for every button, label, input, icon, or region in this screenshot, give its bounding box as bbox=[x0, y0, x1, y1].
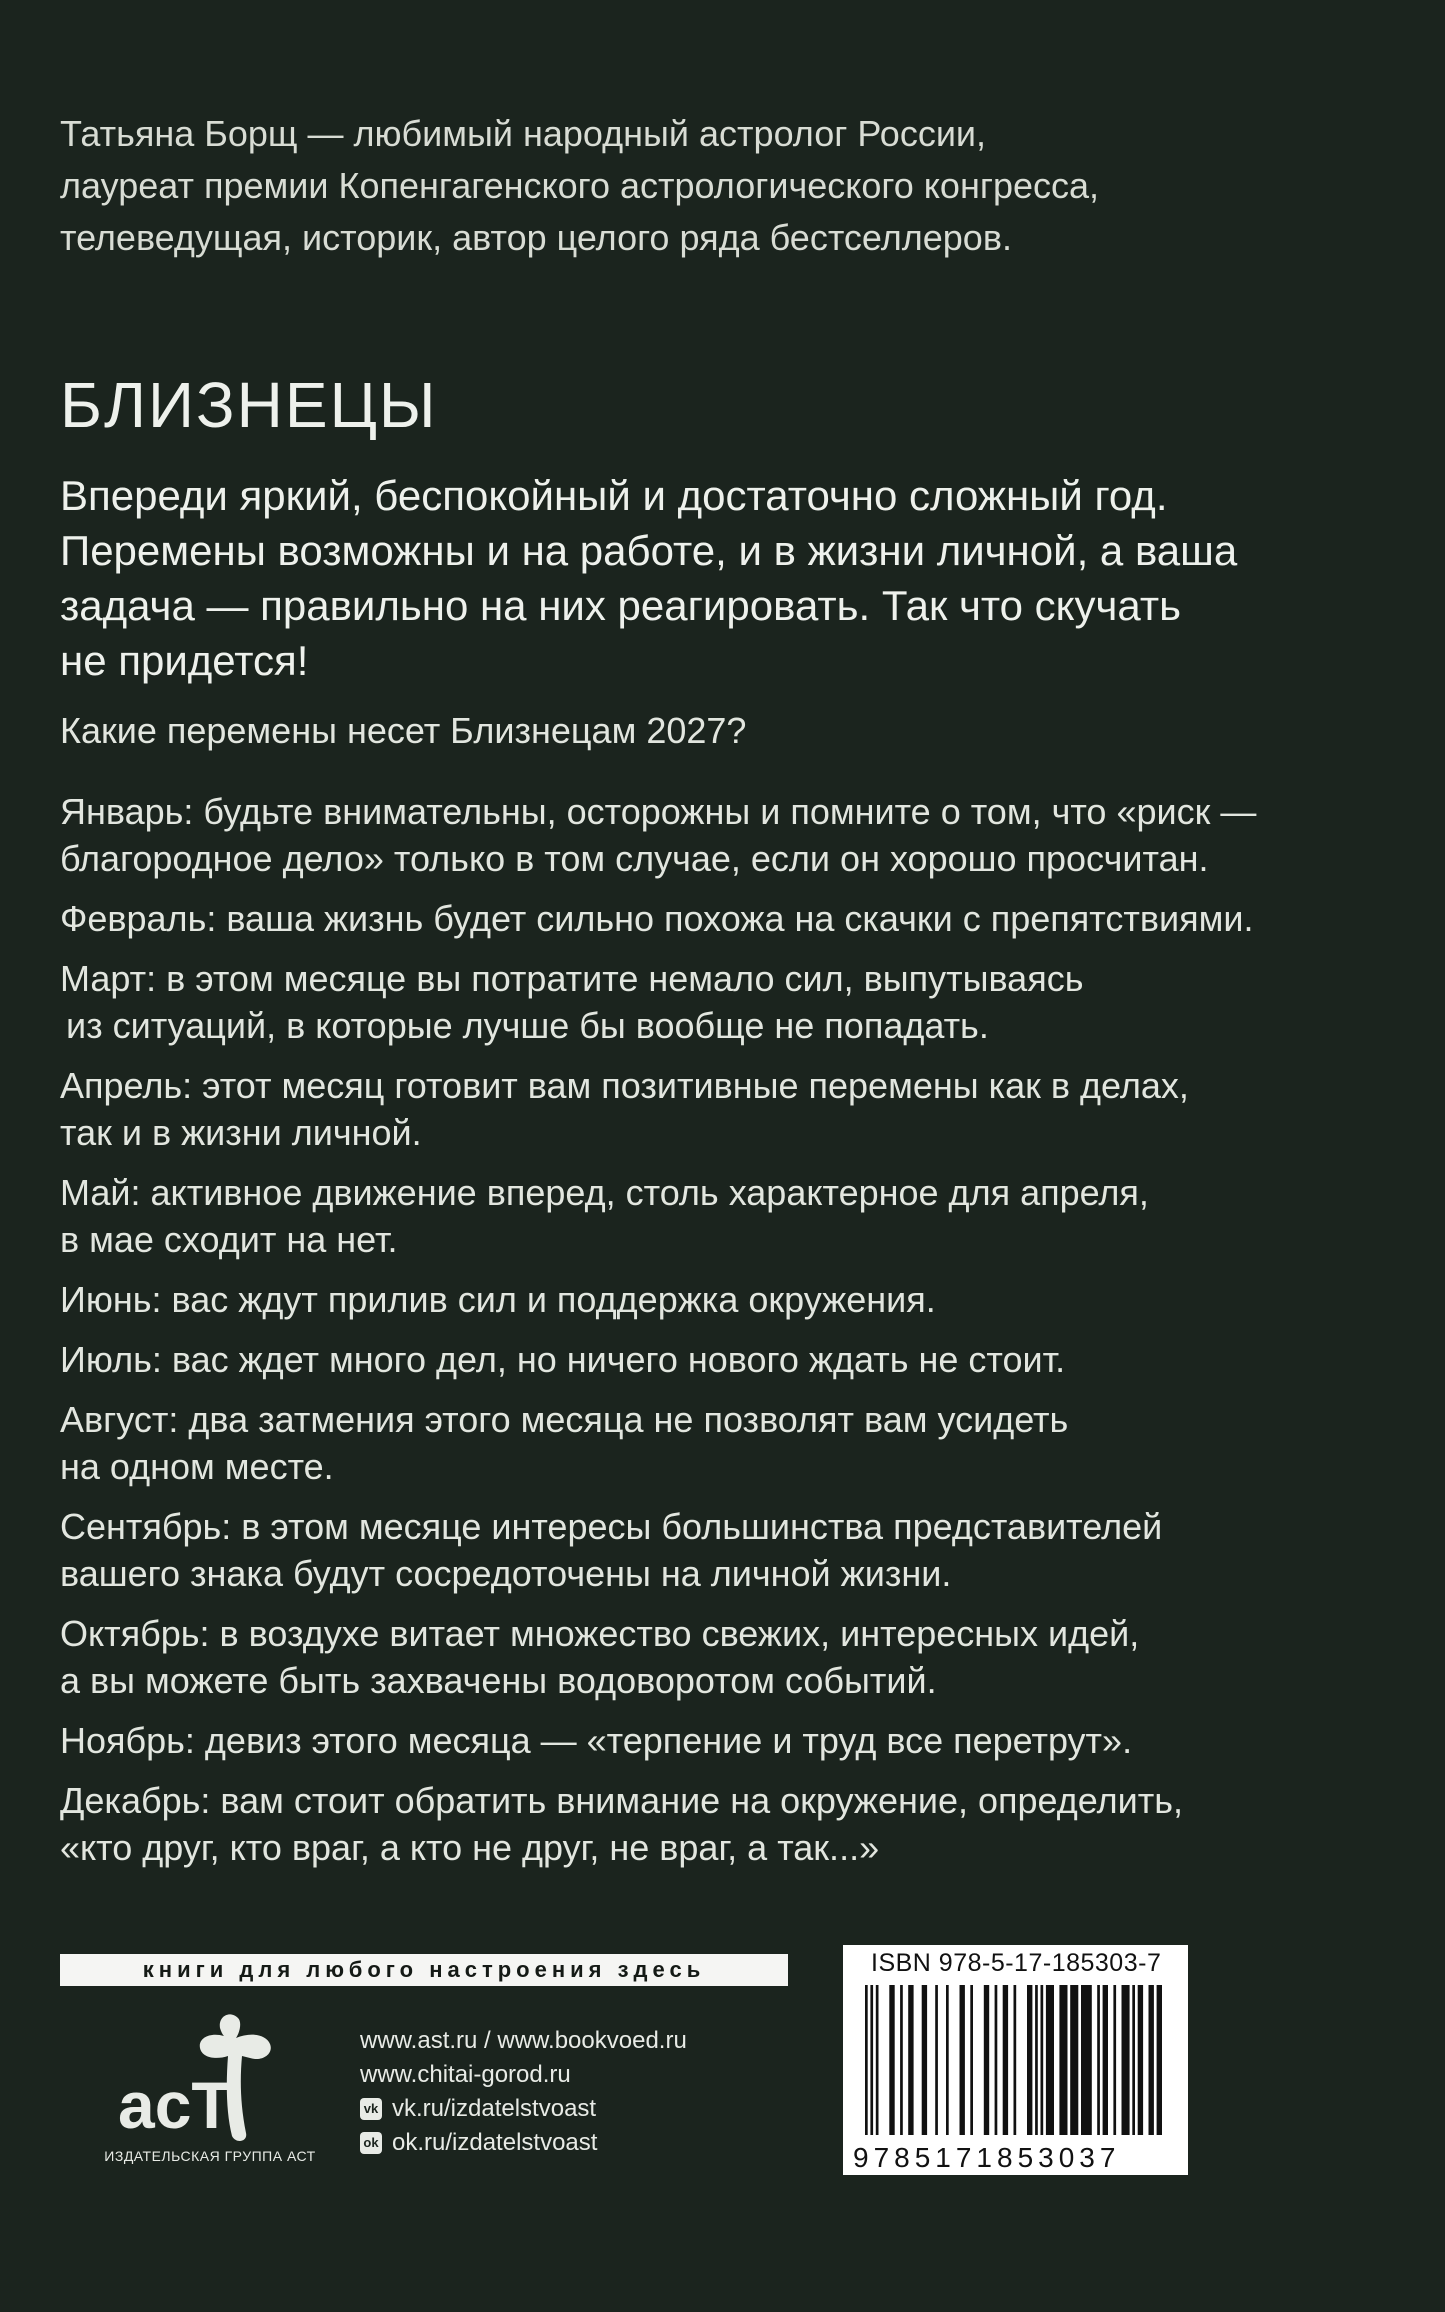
month-text: Август: два затмения этого месяца не позволят вам усидеть bbox=[60, 1399, 1069, 1440]
month-item-march bbox=[60, 955, 1400, 1049]
month-text: Апрель: этот месяц готовит вам позитивные перемены как в делах, bbox=[60, 1065, 1189, 1106]
vk-icon: vk bbox=[360, 2098, 382, 2120]
link-row-ast-bookvoed[interactable] bbox=[360, 2024, 687, 2058]
month-text: Июнь: вас ждут прилив сил и поддержка окружения. bbox=[60, 1279, 936, 1320]
link-text[interactable]: www.ast.ru / www.bookvoed.ru bbox=[360, 2027, 687, 2054]
link-row-chitai-gorod[interactable] bbox=[360, 2058, 687, 2092]
month-text: Май: активное движение вперед, столь характерное для апреля, bbox=[60, 1172, 1149, 1213]
barcode-bar bbox=[1081, 1985, 1092, 2135]
ok-icon: ok bbox=[360, 2132, 382, 2154]
monthly-forecast-list bbox=[60, 788, 1400, 1884]
barcode-bar bbox=[1070, 1985, 1078, 2135]
barcode-bar bbox=[889, 1985, 894, 2135]
isbn-label: ISBN 978-5-17-185303-7 bbox=[871, 1949, 1162, 1977]
link-row-vk[interactable] bbox=[360, 2092, 687, 2126]
month-text: Сентябрь: в этом месяце интересы большинства представителей bbox=[60, 1506, 1163, 1547]
publisher-links bbox=[360, 2024, 687, 2160]
intro-line: лауреат премии Копенгагенского астрологического конгресса, bbox=[60, 165, 1100, 206]
month-item-november bbox=[60, 1717, 1400, 1764]
barcode-bar bbox=[1059, 1985, 1067, 2135]
barcode-bar bbox=[900, 1985, 903, 2135]
barcode-bar bbox=[970, 1985, 973, 2135]
month-item-december bbox=[60, 1777, 1400, 1871]
barcode-bar bbox=[984, 1985, 989, 2135]
link-text[interactable]: ok.ru/izdatelstvoast bbox=[392, 2129, 598, 2156]
lead-line: задача — правильно на них реагировать. Так что скучать bbox=[60, 582, 1181, 629]
barcode-bar bbox=[865, 1985, 868, 2135]
barcode-bar bbox=[870, 1985, 873, 2135]
month-text: вашего знака будут сосредоточены на личной жизни. bbox=[60, 1553, 952, 1594]
barcode-bar bbox=[1103, 1985, 1108, 2135]
forecast-question: Какие перемены несет Близнецам 2027? bbox=[60, 710, 747, 751]
barcode-bar bbox=[1157, 1985, 1162, 2135]
isbn-barcode bbox=[843, 1945, 1188, 2175]
barcode-bar bbox=[1041, 1985, 1044, 2135]
publisher-name: ИЗДАТЕЛЬСКАЯ ГРУППА АСТ bbox=[104, 2148, 316, 2164]
month-text: Март: в этом месяце вы потратите немало сил, выпутываясь bbox=[60, 958, 1084, 999]
tagline-banner: книги для любого настроения здесь bbox=[60, 1954, 788, 1986]
barcode-bar bbox=[1122, 1985, 1130, 2135]
month-item-february bbox=[60, 895, 1400, 942]
month-item-april bbox=[60, 1062, 1400, 1156]
link-row-ok[interactable] bbox=[360, 2126, 687, 2160]
barcode-bar bbox=[922, 1985, 927, 2135]
link-text[interactable]: www.chitai-gorod.ru bbox=[360, 2061, 571, 2088]
month-text: из ситуаций, в которые лучше бы вообще не попадать. bbox=[66, 1005, 989, 1046]
barcode-bar bbox=[935, 1985, 938, 2135]
ean-digits: 9785171853037 bbox=[853, 2142, 1121, 2173]
month-text: «кто друг, кто враг, а кто не друг, не враг, а так...» bbox=[60, 1827, 880, 1868]
month-item-september bbox=[60, 1503, 1400, 1597]
month-text: Ноябрь: девиз этого месяца — «терпение и труд все перетрут». bbox=[60, 1720, 1133, 1761]
publisher-logo bbox=[90, 2008, 340, 2158]
barcode-bar bbox=[960, 1985, 965, 2135]
lead-line: Перемены возможны и на работе, и в жизни личной, а ваша bbox=[60, 527, 1238, 574]
barcode-bar bbox=[1097, 1985, 1100, 2135]
barcode-bar bbox=[1003, 1985, 1008, 2135]
lead-line: Впереди яркий, беспокойный и достаточно сложный год. bbox=[60, 472, 1168, 519]
lead-line: не придется! bbox=[60, 637, 309, 684]
logo-letters: acT bbox=[118, 2068, 232, 2142]
month-text: так и в жизни личной. bbox=[60, 1112, 422, 1153]
ast-logo-icon bbox=[90, 2008, 340, 2158]
month-item-january bbox=[60, 788, 1400, 882]
month-text: Январь: будьте внимательны, осторожны и помните о том, что «риск — bbox=[60, 791, 1257, 832]
link-text[interactable]: vk.ru/izdatelstvoast bbox=[392, 2095, 597, 2122]
barcode-bar bbox=[1046, 1985, 1054, 2135]
lead-paragraph bbox=[60, 468, 1400, 688]
month-text: благородное дело» только в том случае, если он хорошо просчитан. bbox=[60, 838, 1209, 879]
month-item-july bbox=[60, 1336, 1400, 1383]
intro-line: телеведущая, историк, автор целого ряда бестселлеров. bbox=[60, 217, 1012, 258]
barcode-bar bbox=[946, 1985, 949, 2135]
month-text: Июль: вас ждет много дел, но ничего нового ждать не стоит. bbox=[60, 1339, 1066, 1380]
barcode-bar bbox=[1035, 1985, 1038, 2135]
month-text: Февраль: ваша жизнь будет сильно похожа на скачки с препятствиями. bbox=[60, 898, 1254, 939]
barcode-bar bbox=[1149, 1985, 1154, 2135]
intro-line: Татьяна Борщ — любимый народный астролог России, bbox=[60, 113, 987, 154]
month-text: Декабрь: вам стоит обратить внимание на окружение, определить, bbox=[60, 1780, 1183, 1821]
barcode-bar bbox=[1113, 1985, 1116, 2135]
barcode-bars bbox=[865, 1985, 1165, 2145]
author-intro bbox=[60, 108, 1360, 264]
zodiac-sign-title: БЛИЗНЕЦЫ bbox=[60, 369, 438, 441]
barcode-bar bbox=[876, 1985, 879, 2135]
month-item-august bbox=[60, 1396, 1400, 1490]
month-text: на одном месте. bbox=[60, 1446, 334, 1487]
barcode-bar bbox=[1132, 1985, 1135, 2135]
barcode-bar bbox=[908, 1985, 913, 2135]
month-item-june bbox=[60, 1276, 1400, 1323]
barcode-bar bbox=[1027, 1985, 1032, 2135]
month-item-may bbox=[60, 1169, 1400, 1263]
barcode-bar bbox=[995, 1985, 998, 2135]
barcode-bar bbox=[1014, 1985, 1017, 2135]
month-text: в мае сходит на нет. bbox=[60, 1219, 398, 1260]
month-text: а вы можете быть захвачены водоворотом событий. bbox=[60, 1660, 937, 1701]
month-text: Октябрь: в воздухе витает множество свежих, интересных идей, bbox=[60, 1613, 1140, 1654]
barcode-bar bbox=[1138, 1985, 1143, 2135]
month-item-october bbox=[60, 1610, 1400, 1704]
